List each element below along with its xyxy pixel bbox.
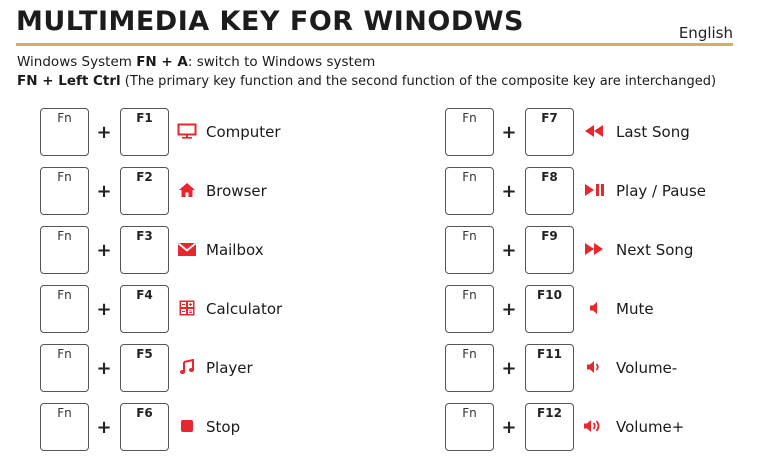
function-key-f2	[120, 167, 169, 215]
function-label: Last Song	[616, 123, 690, 141]
key-combo-row	[40, 108, 380, 167]
fn-key-label: Fn	[462, 406, 477, 420]
instruction-prefix: Windows System	[17, 54, 137, 70]
plus-sign: +	[96, 240, 112, 261]
function-key-label: F8	[541, 170, 558, 184]
function-key-label: F10	[537, 288, 562, 302]
fn-key	[40, 285, 89, 333]
rewind-icon	[583, 122, 605, 140]
function-label: Browser	[206, 182, 267, 200]
stop-icon	[176, 417, 198, 435]
fn-key-label: Fn	[57, 288, 72, 302]
key-combo-row	[445, 344, 759, 403]
page-title: MULTIMEDIA KEY FOR WINODWS	[16, 6, 524, 37]
key-combo-row	[445, 226, 759, 285]
function-key-f11	[525, 344, 574, 392]
function-key-f5	[120, 344, 169, 392]
plus-sign: +	[501, 358, 517, 379]
mute-icon	[583, 299, 605, 317]
fn-key	[445, 344, 494, 392]
function-label: Calculator	[206, 300, 283, 318]
fn-key-label: Fn	[462, 111, 477, 125]
instruction-windows-system	[17, 54, 375, 70]
function-label: Mute	[616, 300, 654, 318]
mail-icon	[176, 240, 198, 258]
fn-key	[40, 108, 89, 156]
fn-key-label: Fn	[57, 347, 72, 361]
fn-key-label: Fn	[462, 229, 477, 243]
function-label: Computer	[206, 123, 281, 141]
fn-key-label: Fn	[57, 111, 72, 125]
function-label: Player	[206, 359, 253, 377]
function-key-label: F2	[136, 170, 153, 184]
fn-key	[40, 226, 89, 274]
right-key-column	[445, 108, 759, 462]
function-key-f10	[525, 285, 574, 333]
plus-sign: +	[501, 240, 517, 261]
instruction-fn-ctrl	[17, 73, 716, 89]
function-key-f9	[525, 226, 574, 274]
function-label: Volume-	[616, 359, 678, 377]
plus-sign: +	[501, 417, 517, 438]
key-combo-row	[40, 226, 380, 285]
plus-sign: +	[96, 417, 112, 438]
plus-sign: +	[96, 299, 112, 320]
function-key-label: F7	[541, 111, 558, 125]
fn-key	[40, 167, 89, 215]
fn-key	[445, 226, 494, 274]
function-key-f7	[525, 108, 574, 156]
key-combo-row	[40, 167, 380, 226]
function-key-f1	[120, 108, 169, 156]
function-key-label: F12	[537, 406, 562, 420]
fn-key-label: Fn	[57, 229, 72, 243]
plus-sign: +	[96, 181, 112, 202]
calculator-icon	[176, 299, 198, 317]
function-key-f4	[120, 285, 169, 333]
function-label: Stop	[206, 418, 241, 436]
function-key-f3	[120, 226, 169, 274]
fn-key	[445, 167, 494, 215]
fn-key	[445, 403, 494, 451]
plus-sign: +	[501, 299, 517, 320]
instruction-keys-fn-ctrl: FN + Left Ctrl	[17, 73, 121, 89]
volume-down-icon	[583, 358, 605, 376]
key-combo-row	[445, 167, 759, 226]
fn-key-label: Fn	[462, 347, 477, 361]
volume-up-icon	[583, 417, 605, 435]
left-key-column	[40, 108, 380, 462]
plus-sign: +	[96, 358, 112, 379]
key-combo-row	[445, 403, 759, 462]
fn-key	[445, 285, 494, 333]
function-label: Play / Pause	[616, 182, 706, 200]
header-divider	[16, 43, 733, 46]
home-icon	[176, 181, 198, 199]
key-combo-row	[40, 285, 380, 344]
fn-key-label: Fn	[57, 406, 72, 420]
plus-sign: +	[501, 181, 517, 202]
function-key-f8	[525, 167, 574, 215]
fn-key	[445, 108, 494, 156]
function-label: Mailbox	[206, 241, 264, 259]
function-key-label: F4	[136, 288, 153, 302]
fn-key	[40, 344, 89, 392]
function-key-label: F5	[136, 347, 153, 361]
play-pause-icon	[583, 181, 605, 199]
function-key-f6	[120, 403, 169, 451]
language-label: English	[678, 24, 733, 42]
function-label: Volume+	[616, 418, 685, 436]
function-key-label: F9	[541, 229, 558, 243]
fn-key-label: Fn	[57, 170, 72, 184]
function-key-f12	[525, 403, 574, 451]
fn-key-label: Fn	[462, 288, 477, 302]
monitor-icon	[176, 122, 198, 140]
key-combo-row	[445, 285, 759, 344]
key-combo-row	[445, 108, 759, 167]
key-combo-row	[40, 344, 380, 403]
fn-key-label: Fn	[462, 170, 477, 184]
fn-key	[40, 403, 89, 451]
function-key-label: F6	[136, 406, 153, 420]
music-note-icon	[176, 358, 198, 376]
plus-sign: +	[96, 122, 112, 143]
function-key-label: F3	[136, 229, 153, 243]
function-label: Next Song	[616, 241, 694, 259]
fast-forward-icon	[583, 240, 605, 258]
instruction-suffix: : switch to Windows system	[187, 54, 376, 70]
function-key-label: F11	[537, 347, 562, 361]
plus-sign: +	[501, 122, 517, 143]
function-key-label: F1	[136, 111, 153, 125]
instruction-keys-fn-a: FN + A	[136, 54, 188, 70]
key-combo-row	[40, 403, 380, 462]
instruction-fn-ctrl-text: (The primary key function and the second function of the composite key are interchanged)	[120, 74, 717, 89]
